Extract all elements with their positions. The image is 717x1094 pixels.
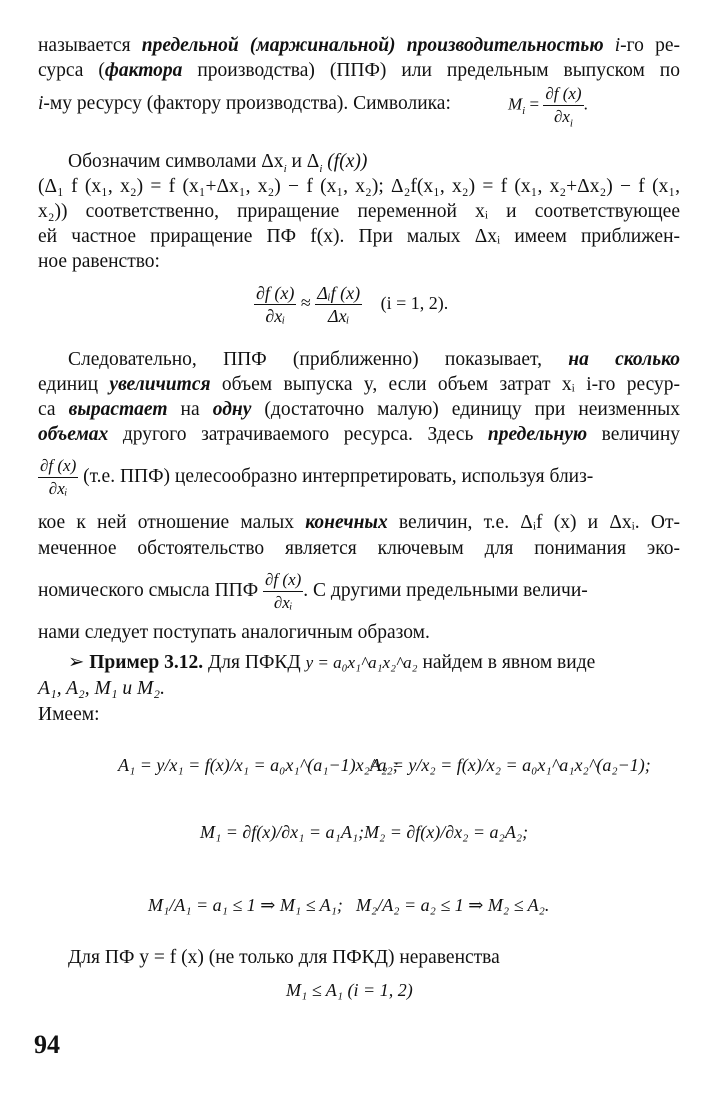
text-line: i-му ресурсу (фактору производства). Символика: $M_i$ = $\frac{\partial f (x)}{\partial x_i}$ . (38, 84, 588, 130)
text-line: кое к ней отношение малых конечных величин, т.е. Δᵢf (x) и Δxᵢ. От- (38, 512, 680, 533)
text-line: A₁, A₂, M₁ и M₂. (38, 678, 165, 699)
text-line: единиц увеличится объем выпуска y, если объем затрат xᵢ i-го ресур- (38, 374, 680, 395)
text-line: ей частное приращение ПФ f(x). При малых Δxᵢ имеем приближен- (38, 226, 680, 247)
text-line: называется предельной (маржинальной) производительностью i-го ре- (38, 35, 680, 56)
text-line: нами следует поступать аналогичным образом. (38, 622, 430, 643)
text-line: Имеем: (38, 704, 100, 725)
text-line: объемах другого затрачиваемого ресурса. Здесь предельную величину (38, 424, 680, 445)
text-line: Для ПФ y = f (x) (не только для ПФКД) неравенства (68, 947, 500, 968)
text-line: меченное обстоятельство является ключевым для понимания эко- (38, 538, 680, 559)
example-heading: ➢ Пример 3.12. Для ПФКД y = a₀x₁^a₁x₂^a₂ найдем в явном виде (68, 652, 596, 673)
text-line: сурса (фактора производства) (ППФ) или предельным выпуском по (38, 60, 680, 81)
text-line: са вырастает на одну (достаточно малую) единицу при неизменных (38, 399, 680, 420)
marginal-formula: $M_i$ = $\frac{\partial f (x)}{\partial x_i}$ . (508, 84, 588, 130)
text-line: x₂)) соответственно, приращение переменной xᵢ и соответствующее (38, 201, 680, 222)
text-line: Следовательно, ППФ (приближенно) показывает, на сколько (68, 349, 680, 370)
approx-formula: $\frac{\partial f (x)}{\text{∂xᵢ}}$ ≈ $\frac{\text{Δᵢf (x)}}{\text{Δxᵢ}}$ (i = 1, 2). (256, 283, 449, 326)
formula-m2: M₂ = ∂f(x)/∂x₂ = a₂A₂; (364, 822, 529, 842)
page-number: 94 (34, 1030, 60, 1059)
text-line: $\frac{\partial f (x)}{\text{∂xᵢ}}$ (т.е. ППФ) целесообразно интерпретировать, используя близ- (40, 456, 594, 498)
formula-r1: M₁/A₁ = a₁ ≤ 1 ⇒ M₁ ≤ A₁; (148, 895, 343, 915)
formula-r2: M₂/A₂ = a₂ ≤ 1 ⇒ M₂ ≤ A₂. (356, 895, 550, 915)
formula-m1: M₁ = ∂f(x)/∂x₁ = a₁A₁; (200, 822, 365, 842)
text-line: Обозначим символами $\Delta x_i$ и $\Delta_i$ (f(x)) (68, 151, 368, 175)
formula-a1: A₁ = y/x₁ = f(x)/x₁ = a₀x₁^(a₁−1)x₂^a₂; (118, 755, 399, 775)
text-line: (Δ₁ f (x₁, x₂) = f (x₁+Δx₁, x₂) − f (x₁, x₂); Δ₂f(x₁, x₂) = f (x₁, x₂+Δx₂) − f (x₁, (38, 176, 680, 197)
text-line: ное равенство: (38, 251, 160, 272)
formula-inequality: M₁ ≤ A₁ (i = 1, 2) (286, 980, 413, 1000)
formula-a2: A₂ = y/x₂ = f(x)/x₂ = a₀x₁^a₁x₂^(a₂−1); (370, 755, 651, 775)
text-line: номического смысла ППФ $\frac{\partial f (x)}{\text{∂xᵢ}}$ . С другими предельными величи- (38, 570, 588, 612)
